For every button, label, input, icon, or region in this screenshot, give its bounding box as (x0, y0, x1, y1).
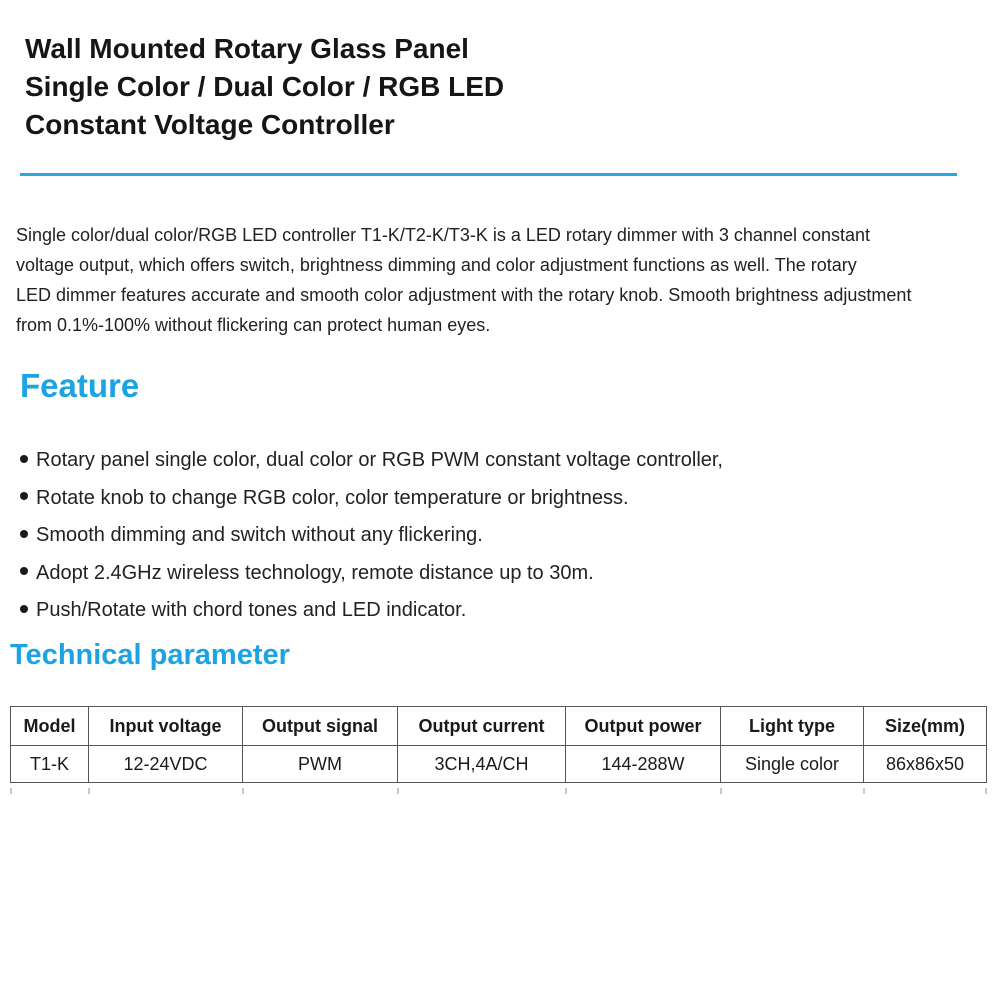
feature-item (20, 442, 723, 480)
technical-parameter-heading: Technical parameter (10, 639, 290, 671)
intro-line: LED dimmer features accurate and smooth color adjustment with the rotary knob. Smooth brightness adjustment (16, 285, 912, 305)
bullet-icon (20, 455, 28, 463)
table-row (11, 746, 987, 783)
intro-line: Single color/dual color/RGB LED controller T1-K/T2-K/T3-K is a LED rotary dimmer with 3 channel constant (16, 225, 871, 245)
title-line-3: Constant Voltage Controller (25, 109, 395, 140)
title-divider (20, 173, 957, 176)
feature-item-text: Rotate knob to change RGB color, color temperature or brightness. (36, 486, 629, 509)
cutoff-divider (88, 788, 90, 794)
cutoff-divider (242, 788, 244, 794)
column-header-output-current: Output current (398, 707, 566, 746)
cell-output-current: 3CH,4A/CH (398, 746, 566, 783)
intro-paragraph (16, 220, 991, 340)
cutoff-divider (985, 788, 987, 794)
column-header-size: Size(mm) (864, 707, 987, 746)
column-header-output-signal: Output signal (243, 707, 398, 746)
intro-line: voltage output, which offers switch, brightness dimming and color adjustment functions as well. The rotary (16, 255, 857, 275)
feature-item-text: Smooth dimming and switch without any flickering. (36, 524, 483, 546)
intro-line: from 0.1%-100% without flickering can protect human eyes. (16, 315, 491, 335)
feature-item (20, 592, 723, 630)
feature-item (20, 555, 723, 593)
feature-heading: Feature (20, 367, 140, 404)
cutoff-divider (720, 788, 722, 794)
column-header-output-power: Output power (566, 707, 721, 746)
title-line-2: Single Color / Dual Color / RGB LED (25, 71, 505, 102)
table-header-row (11, 707, 987, 746)
bullet-icon (20, 567, 28, 575)
bullet-icon (20, 530, 28, 538)
bullet-icon (20, 605, 28, 613)
cell-output-signal: PWM (243, 746, 398, 783)
cell-output-power: 144-288W (566, 746, 721, 783)
column-header-input-voltage: Input voltage (89, 707, 243, 746)
cutoff-divider (565, 788, 567, 794)
cutoff-divider (397, 788, 399, 794)
title-line-1: Wall Mounted Rotary Glass Panel (25, 33, 469, 64)
cutoff-divider (10, 788, 12, 794)
feature-item-text: Rotary panel single color, dual color or RGB PWM constant voltage controller, (36, 449, 723, 471)
cell-model: T1-K (11, 746, 89, 783)
feature-item (20, 517, 723, 555)
feature-item (20, 480, 723, 518)
page-title (25, 30, 504, 144)
bullet-icon (20, 492, 28, 500)
column-header-model: Model (11, 707, 89, 746)
cell-input-voltage: 12-24VDC (89, 746, 243, 783)
column-header-light-type: Light type (721, 707, 864, 746)
feature-list (20, 442, 723, 630)
feature-item-text: Adopt 2.4GHz wireless technology, remote distance up to 30m. (36, 561, 594, 584)
cutoff-divider (863, 788, 865, 794)
feature-item-text: Push/Rotate with chord tones and LED indicator. (36, 599, 467, 621)
technical-parameter-table (10, 706, 987, 783)
cell-light-type: Single color (721, 746, 864, 783)
cell-size: 86x86x50 (864, 746, 987, 783)
